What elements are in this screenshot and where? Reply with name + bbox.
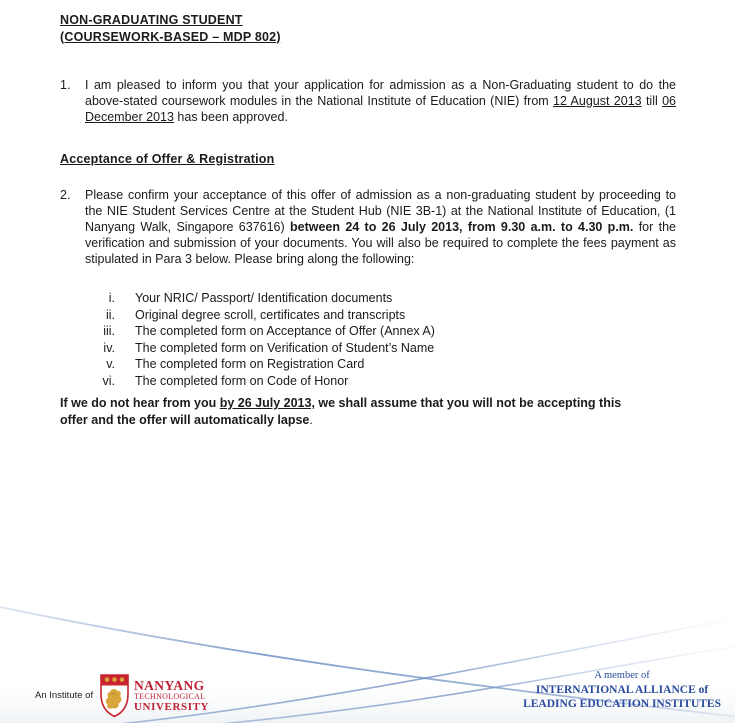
list-item-text: Original degree scroll, certificates and transcripts [135,307,406,322]
list-item-numeral: iii. [103,324,115,339]
document-title [60,12,281,45]
paragraph-1-text: I am pleased to inform you that your application for admission as a Non-Graduating student to do the above-stated coursework modules in the National Institute of Education (NIE) from 12 August 2013 till 06 December 2013 has been approved. [85,78,676,124]
ntu-wordmark-line2: TECHNOLOGICAL [134,691,206,701]
list-item [60,356,660,373]
list-item [60,373,660,390]
ntu-logo [99,673,209,718]
ntu-wordmark-line3: UNIVERSITY [134,700,210,713]
list-item-numeral: vi. [102,373,115,388]
paragraph-2-text: Please confirm your acceptance of this offer of admission as a non-graduating student by proceeding to the NIE Student Services Centre at the Student Hub (NIE 3B-1) at the National Institute of Education, (1 Nanyang Walk, Singapore 637616) between 24 to 26 July 2013, from 9.30 a.m. to 4.30 p.m. for the verification and submission of your documents. You will also be required to complete the fees payment as stipulated in Para 3 below. Please bring along the following: [85,188,676,266]
list-item-text: The completed form on Code of Honor [135,373,349,388]
list-item-numeral: v. [106,357,115,372]
alliance-member-of: A member of [594,670,650,681]
list-item [60,290,660,307]
list-item-text: The completed form on Acceptance of Offer (Annex A) [135,324,435,339]
ntu-wordmark [134,679,209,713]
alliance-name-line1: INTERNATIONAL ALLIANCE of [535,684,709,696]
alliance-name-line2: LEADING EDUCATION INSTITUTES [523,698,721,710]
list-item-text: The completed form on Registration Card [135,357,365,372]
document-title-line2: (COURSEWORK-BASED – MDP 802) [60,29,281,44]
paragraph-1-number: 1. [60,78,71,92]
paragraph-1 [60,77,676,125]
institute-of-label: An Institute of [35,690,94,701]
list-item [60,323,660,340]
section-heading: Acceptance of Offer & Registration [60,152,275,166]
letterhead-footer [0,593,735,723]
document-title-line1: NON-GRADUATING STUDENT [60,13,243,27]
list-item-numeral: i. [108,291,115,305]
list-item-text: The completed form on Verification of Student’s Name [135,340,435,355]
document-checklist [60,290,660,390]
paragraph-2 [60,187,676,267]
list-item-text: Your NRIC/ Passport/ Identification documents [135,291,393,305]
ntu-crest-icon [99,673,130,718]
list-item-numeral: iv. [103,340,115,355]
ntu-wordmark-line1: NANYANG [134,677,205,693]
alliance-badge [523,669,721,711]
paragraph-2-number: 2. [60,188,71,202]
list-item [60,307,660,324]
list-item [60,340,660,357]
closing-statement: If we do not hear from you by 26 July 2013, we shall assume that you will not be accepting this offer and the offer will automatically lapse. [60,396,622,427]
list-item-numeral: ii. [105,307,115,322]
